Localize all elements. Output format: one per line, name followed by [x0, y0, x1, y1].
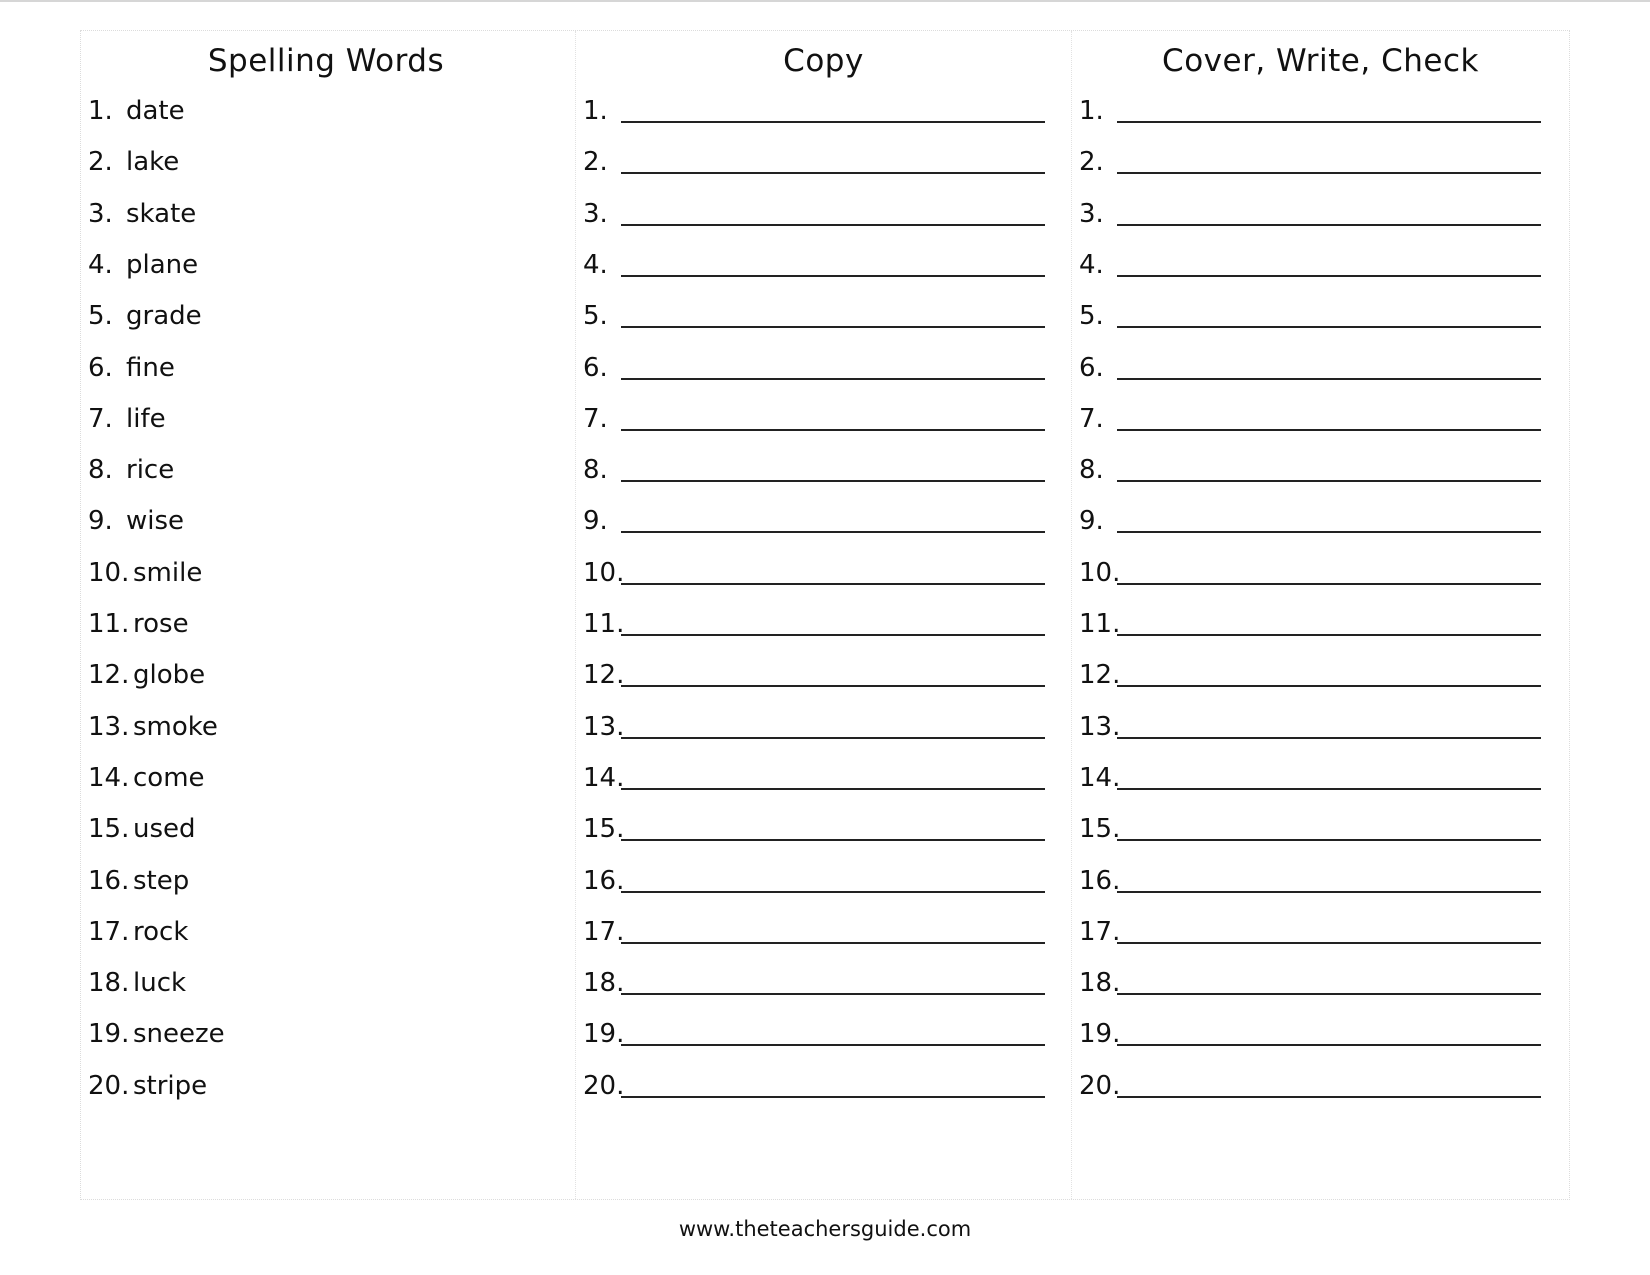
check-blank-row [1079, 1014, 1121, 1054]
writing-line[interactable] [1117, 275, 1541, 277]
spelling-word: sneeze [133, 1019, 225, 1050]
item-number: 6. [1079, 352, 1104, 383]
check-blank-row [1079, 912, 1121, 952]
check-blank-row [1079, 655, 1121, 695]
copy-blank-row [583, 809, 625, 849]
item-number: 9. [583, 506, 608, 537]
copy-blank-row [583, 501, 621, 541]
check-blank-row [1079, 604, 1121, 644]
item-number: 16. [88, 865, 130, 896]
writing-line[interactable] [1117, 583, 1541, 585]
check-blank-row [1079, 91, 1117, 131]
item-number: 5. [583, 301, 608, 332]
check-blank-row [1079, 809, 1121, 849]
spelling-word: used [133, 814, 196, 845]
spelling-word: smile [133, 557, 203, 588]
check-blank-row [1079, 194, 1117, 234]
item-number: 13. [1079, 711, 1121, 742]
copy-blank-row [583, 604, 625, 644]
copy-blank-row [583, 912, 625, 952]
item-number: 8. [1079, 455, 1104, 486]
item-number: 3. [583, 198, 608, 229]
footer-url: www.theteachersguide.com [678, 1217, 972, 1241]
writing-line[interactable] [1117, 378, 1541, 380]
cover-write-check-heading: Cover, Write, Check [1162, 43, 1479, 79]
item-number: 8. [583, 455, 608, 486]
copy-heading: Copy [783, 43, 864, 79]
spelling-word: fine [126, 352, 175, 383]
item-number: 10. [88, 557, 130, 588]
writing-line[interactable] [621, 788, 1045, 790]
spelling-word-row [88, 91, 185, 131]
copy-blank-row [583, 707, 625, 747]
item-number: 20. [1079, 1070, 1121, 1101]
writing-line[interactable] [1117, 531, 1541, 533]
writing-line[interactable] [1117, 172, 1541, 174]
item-number: 15. [88, 814, 130, 845]
item-number: 7. [88, 403, 113, 434]
spelling-word-row [88, 450, 174, 490]
copy-blank-row [583, 553, 625, 593]
item-number: 20. [88, 1070, 130, 1101]
item-number: 4. [1079, 249, 1104, 280]
item-number: 2. [88, 147, 113, 178]
item-number: 10. [583, 557, 625, 588]
writing-line[interactable] [1117, 891, 1541, 893]
writing-line[interactable] [621, 378, 1045, 380]
writing-line[interactable] [621, 480, 1045, 482]
item-number: 6. [583, 352, 608, 383]
writing-line[interactable] [621, 891, 1045, 893]
item-number: 9. [1079, 506, 1104, 537]
spelling-word-row [88, 912, 188, 952]
writing-line[interactable] [1117, 1044, 1541, 1046]
item-number: 10. [1079, 557, 1121, 588]
spelling-word-row [88, 1014, 225, 1054]
writing-line[interactable] [621, 993, 1045, 995]
item-number: 2. [583, 147, 608, 178]
item-number: 17. [583, 916, 625, 947]
item-number: 11. [88, 609, 130, 639]
item-number: 15. [583, 814, 625, 845]
item-number: 14. [88, 762, 130, 793]
writing-line[interactable] [1117, 685, 1541, 687]
item-number: 3. [1079, 198, 1104, 229]
copy-column [576, 31, 1072, 1199]
item-number: 19. [88, 1019, 130, 1050]
writing-line[interactable] [621, 737, 1045, 739]
copy-blank-row [583, 758, 625, 798]
item-number: 3. [88, 198, 113, 229]
copy-blank-row [583, 348, 621, 388]
spelling-word-row [88, 655, 205, 695]
item-number: 13. [88, 711, 130, 742]
spelling-word-row [88, 758, 205, 798]
item-number: 14. [1079, 762, 1121, 793]
spelling-word-row [88, 245, 198, 285]
writing-line[interactable] [621, 172, 1045, 174]
spelling-word: lake [126, 147, 180, 178]
item-number: 11. [1079, 609, 1121, 639]
check-blank-row [1079, 1066, 1121, 1106]
item-number: 16. [1079, 865, 1121, 896]
item-number: 11. [583, 609, 625, 639]
item-number: 18. [1079, 968, 1121, 999]
item-number: 12. [583, 660, 625, 691]
spelling-word: date [126, 96, 185, 126]
spelling-word: skate [126, 198, 197, 229]
spelling-word: rock [133, 916, 189, 947]
spelling-word-row [88, 501, 184, 541]
writing-line[interactable] [621, 839, 1045, 841]
item-number: 9. [88, 506, 113, 537]
writing-line[interactable] [1117, 993, 1541, 995]
spelling-word-row [88, 142, 179, 182]
writing-line[interactable] [1117, 1096, 1541, 1098]
writing-line[interactable] [621, 942, 1045, 944]
item-number: 12. [88, 660, 130, 691]
writing-line[interactable] [621, 121, 1045, 123]
spelling-word-row [88, 861, 189, 901]
check-blank-row [1079, 348, 1117, 388]
writing-line[interactable] [621, 634, 1045, 636]
top-rule [0, 0, 1650, 2]
writing-line[interactable] [1117, 224, 1541, 226]
spelling-word: rice [126, 455, 175, 486]
check-blank-row [1079, 450, 1117, 490]
copy-blank-row [583, 450, 621, 490]
spelling-word: plane [126, 249, 199, 280]
writing-line[interactable] [1117, 788, 1541, 790]
writing-line[interactable] [1117, 839, 1541, 841]
copy-blank-row [583, 142, 621, 182]
item-number: 17. [88, 916, 130, 947]
spelling-words-heading: Spelling Words [207, 43, 445, 79]
item-number: 19. [583, 1019, 625, 1050]
item-number: 12. [1079, 660, 1121, 691]
copy-blank-row [583, 1066, 625, 1106]
item-number: 1. [88, 96, 113, 126]
item-number: 4. [583, 249, 608, 280]
spelling-words-column [81, 31, 576, 1199]
writing-line[interactable] [1117, 429, 1541, 431]
spelling-word-row [88, 553, 202, 593]
check-blank-row [1079, 142, 1117, 182]
check-blank-row [1079, 501, 1117, 541]
item-number: 8. [88, 455, 113, 486]
cover-write-check-column [1072, 31, 1569, 1199]
writing-line[interactable] [1117, 737, 1541, 739]
item-number: 16. [583, 865, 625, 896]
check-blank-row [1079, 399, 1117, 439]
spelling-word: rose [133, 609, 189, 639]
check-blank-row [1079, 758, 1121, 798]
item-number: 18. [583, 968, 625, 999]
copy-blank-row [583, 861, 625, 901]
item-number: 1. [583, 96, 608, 126]
writing-line[interactable] [621, 531, 1045, 533]
copy-blank-row [583, 399, 621, 439]
spelling-word: life [126, 403, 166, 434]
item-number: 1. [1079, 96, 1104, 126]
spelling-word: globe [133, 660, 206, 691]
item-number: 15. [1079, 814, 1121, 845]
check-blank-row [1079, 553, 1121, 593]
writing-line[interactable] [1117, 121, 1541, 123]
spelling-word-row [88, 809, 196, 849]
item-number: 20. [583, 1070, 625, 1101]
copy-blank-row [583, 655, 625, 695]
spelling-word-row [88, 1066, 207, 1106]
check-blank-row [1079, 296, 1117, 336]
copy-blank-row [583, 296, 621, 336]
writing-line[interactable] [621, 583, 1045, 585]
spelling-word: step [133, 865, 190, 896]
check-blank-row [1079, 963, 1121, 1003]
item-number: 5. [88, 301, 113, 332]
item-number: 18. [88, 968, 130, 999]
item-number: 4. [88, 249, 113, 280]
spelling-word: luck [133, 968, 187, 999]
copy-blank-row [583, 194, 621, 234]
item-number: 13. [583, 711, 625, 742]
spelling-word: smoke [133, 711, 218, 742]
writing-line[interactable] [621, 1096, 1045, 1098]
item-number: 7. [583, 403, 608, 434]
spelling-word: come [133, 762, 205, 793]
worksheet [80, 30, 1570, 1200]
writing-line[interactable] [621, 275, 1045, 277]
spelling-word-row [88, 604, 189, 644]
spelling-word-row [88, 296, 202, 336]
spelling-word-row [88, 399, 166, 439]
spelling-word: stripe [133, 1070, 208, 1101]
item-number: 19. [1079, 1019, 1121, 1050]
copy-blank-row [583, 91, 621, 131]
check-blank-row [1079, 707, 1121, 747]
spelling-word-row [88, 348, 175, 388]
writing-line[interactable] [1117, 326, 1541, 328]
item-number: 5. [1079, 301, 1104, 332]
writing-line[interactable] [621, 429, 1045, 431]
copy-blank-row [583, 1014, 625, 1054]
item-number: 6. [88, 352, 113, 383]
writing-line[interactable] [1117, 480, 1541, 482]
writing-line[interactable] [621, 224, 1045, 226]
item-number: 7. [1079, 403, 1104, 434]
writing-line[interactable] [621, 326, 1045, 328]
check-blank-row [1079, 861, 1121, 901]
spelling-word: grade [126, 301, 202, 332]
check-blank-row [1079, 245, 1117, 285]
copy-blank-row [583, 963, 625, 1003]
item-number: 17. [1079, 916, 1121, 947]
writing-line[interactable] [621, 685, 1045, 687]
copy-blank-row [583, 245, 621, 285]
item-number: 14. [583, 762, 625, 793]
spelling-word-row [88, 963, 186, 1003]
writing-line[interactable] [1117, 634, 1541, 636]
spelling-word: wise [126, 506, 185, 537]
writing-line[interactable] [1117, 942, 1541, 944]
spelling-word-row [88, 194, 196, 234]
item-number: 2. [1079, 147, 1104, 178]
spelling-word-row [88, 707, 218, 747]
writing-line[interactable] [621, 1044, 1045, 1046]
